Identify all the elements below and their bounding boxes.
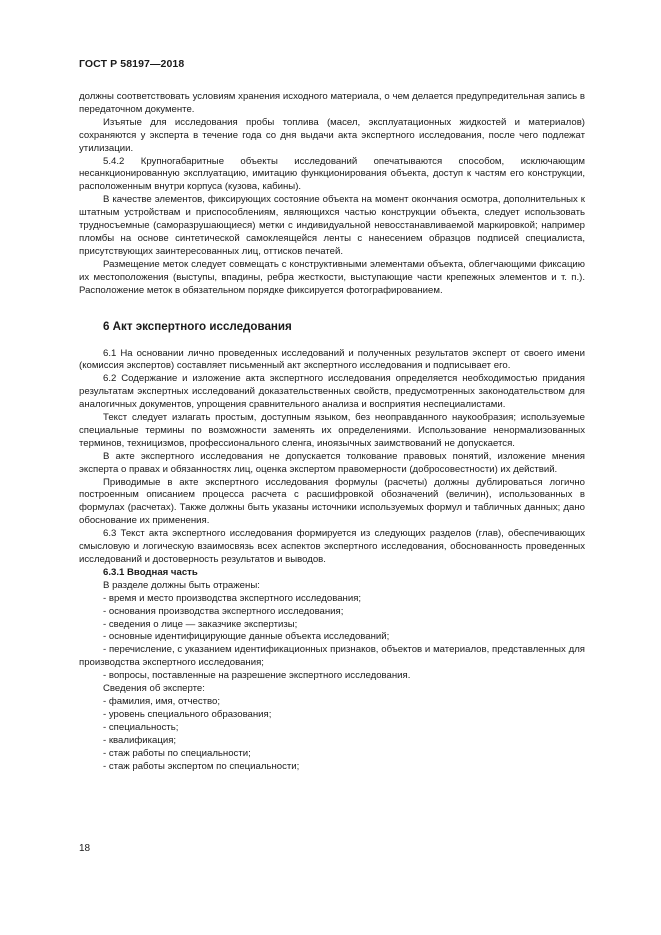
- paragraph: В акте экспертного исследования не допускается толкование правовых понятий, изложение мнения эксперта о правах и обязанностях лиц, оценка экспертом правомерности (добросовестности) их действий.: [79, 450, 585, 475]
- page-number: 18: [79, 843, 91, 854]
- list-item: - квалификация;: [103, 734, 177, 746]
- paragraph: 6.1 На основании лично проведенных исследований и полученных результатов эксперт от своего имени (комиссия экспертов) составляет письменный акт экспертного исследования и подписывает его.: [79, 347, 585, 372]
- standard-header: ГОСТ Р 58197—2018: [79, 58, 185, 70]
- paragraph: В разделе должны быть отражены:: [103, 579, 260, 591]
- paragraph: Размещение меток следует совмещать с конструктивными элементами объекта, облегчающими фиксацию их местоположения (выступы, впадины, ребра жесткости, выступающие части крепежных элементов и т. п.). Расположение меток в обязательном порядке фиксируется фотографированием.: [79, 258, 585, 296]
- list-item: - время и место производства экспертного исследования;: [103, 592, 362, 604]
- paragraph: Изъятые для исследования пробы топлива (масел, эксплуатационных жидкостей и материалов) сохраняются у эксперта в течение года со дня выдачи акта экспертного исследования, после чего подлежат утилизации.: [79, 116, 585, 154]
- list-item: - основные идентифицирующие данные объекта исследований;: [103, 631, 390, 643]
- paragraph: 6.2 Содержание и изложение акта экспертного исследования определяется необходимостью придания результатам экспертных исследований доказательственных свойств, предусмотренных законодательством для аналогичных документов, упрощения сравнительного анализа и восприятия неспециалистами.: [79, 373, 585, 411]
- section-title: 6 Акт экспертного исследования: [103, 319, 292, 333]
- paragraph: 5.4.2 Крупногабаритные объекты исследований опечатываются способом, исключающим несанкционированную эксплуатацию, имитацию функционирования объекта, доступ к частям его конструкции, расположенным внутри корпуса (кузова, кабины).: [79, 155, 585, 193]
- paragraph: должны соответствовать условиям хранения исходного материала, о чем делается предупредительная запись в передаточном документе.: [79, 91, 585, 115]
- list-item: - фамилия, имя, отчество;: [103, 695, 221, 707]
- list-item: - стаж работы по специальности;: [103, 747, 251, 759]
- list-item: - уровень специального образования;: [103, 708, 272, 720]
- paragraph: Текст следует излагать простым, доступным языком, без неоправданного наукообразия; используемые специальные термины по возможности заменять их определениями. Использование ненормализованных терминов, техницизмов, профессионального сленга, иноязычных заимствований не допускается.: [79, 412, 585, 449]
- paragraph: В качестве элементов, фиксирующих состояние объекта на момент окончания осмотра, дополнительных к штатным устройствам и приспособлениям, являющихся частью конструкции объекта, следует использовать трудносъемные (саморазрушающиеся) метки с индивидуальной невосстанавливаемой маркировкой; например пломбы на основе синтетической самоклеящейся ленты с нанесением образцов подписей специалиста, присутствующих заинтересованных лиц, оттисков печатей.: [79, 194, 585, 257]
- page-body: [79, 91, 585, 773]
- list-item: - вопросы, поставленные на разрешение экспертного исследования.: [103, 670, 411, 682]
- requirements-list: [79, 593, 585, 683]
- paragraph: Сведения об эксперте:: [103, 683, 205, 695]
- paragraph: Приводимые в акте экспертного исследования формулы (расчеты) должны дублироваться логично построенным описанием процесса расчета с расшифровкой обозначений (величин), использованных в формулах (расчетах). Также должны быть указаны источники используемых формул и табличных данных; дано обоснование их применения.: [79, 476, 585, 527]
- list-item: - специальность;: [103, 721, 179, 733]
- paragraph: 6.3 Текст акта экспертного исследования формируется из следующих разделов (глав), обеспечивающих смысловую и логическую взаимосвязь всех аспектов экспертного исследования, обоснованность проведенных исследований и достоверность результатов и выводов.: [79, 528, 585, 565]
- list-item: - основания производства экспертного исследования;: [103, 605, 344, 617]
- expert-info-list: [79, 696, 585, 773]
- list-item: - сведения о лице — заказчике экспертизы;: [103, 618, 298, 630]
- subsection-title: 6.3.1 Вводная часть: [103, 566, 198, 578]
- list-item: - стаж работы экспертом по специальности;: [103, 760, 300, 772]
- list-item: - перечисление, с указанием идентификационных признаков, объектов и материалов, представленных для производства экспертного исследования;: [79, 644, 585, 669]
